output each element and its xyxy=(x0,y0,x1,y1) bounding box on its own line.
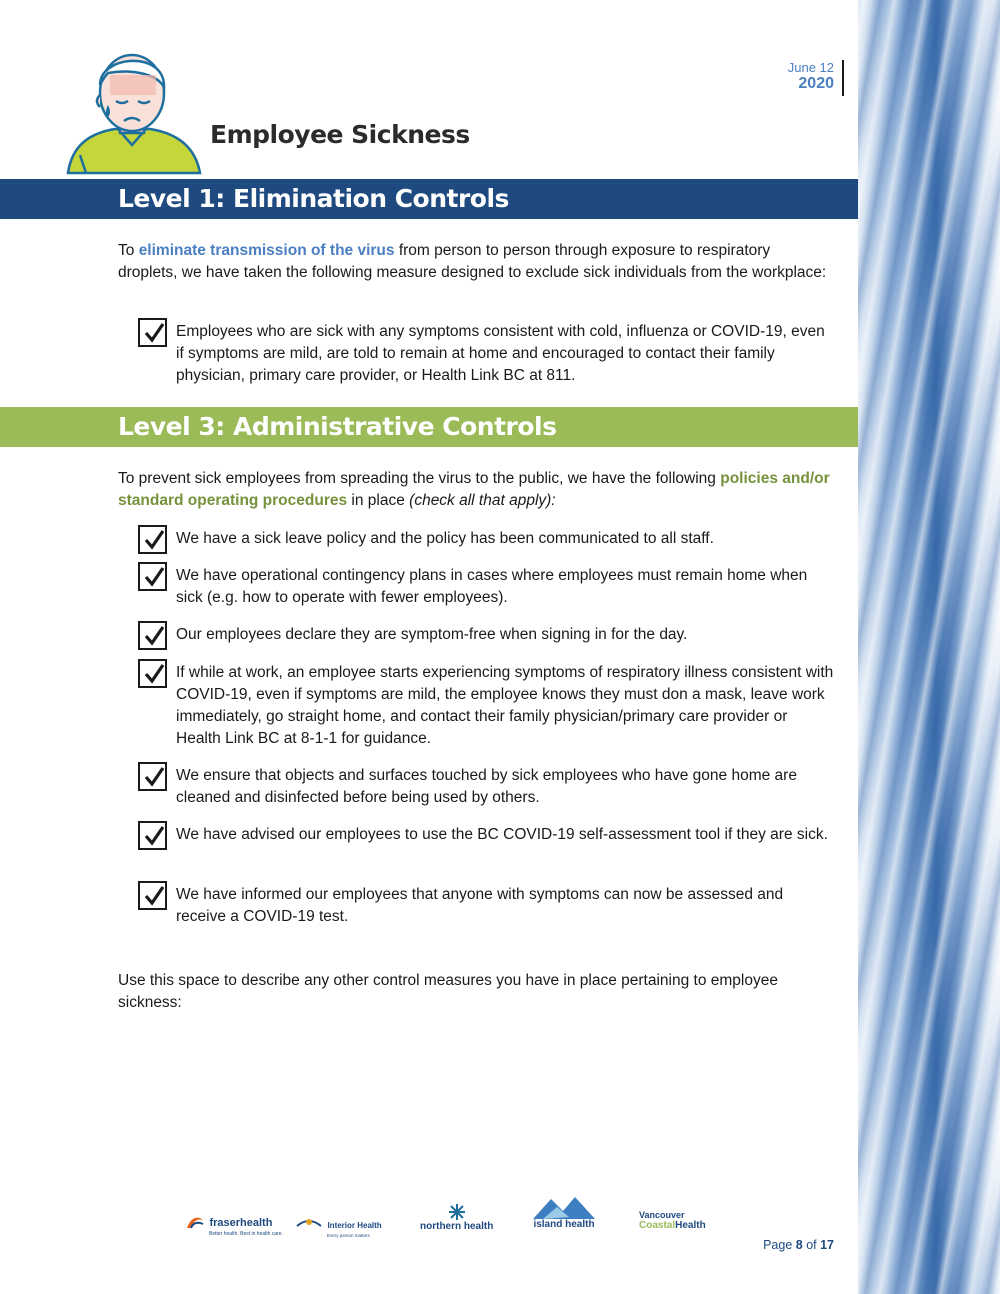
level3-checklist-item xyxy=(138,659,838,751)
level3-heading: Level 3: Administrative Controls xyxy=(0,407,858,447)
other-measures-prompt: Use this space to describe any other control measures you have in place pertaining to employee sickness: xyxy=(118,972,778,1011)
fraser-health-mark xyxy=(185,1214,205,1230)
checkbox-checked[interactable] xyxy=(138,881,167,910)
checkmark-icon xyxy=(142,565,166,589)
level3-checklist-item xyxy=(138,621,838,651)
checkmark-icon xyxy=(142,321,166,345)
checkbox-checked[interactable] xyxy=(138,525,167,554)
date-month: June 12 xyxy=(787,60,834,75)
checkbox-checked[interactable] xyxy=(138,562,167,591)
level1-heading: Level 1: Elimination Controls xyxy=(0,179,858,219)
date-divider xyxy=(842,60,844,96)
interior-health-mark xyxy=(295,1216,323,1232)
checkmark-icon xyxy=(142,824,166,848)
checkbox-checked[interactable] xyxy=(138,659,167,688)
document-date xyxy=(760,60,834,93)
item-text: We have a sick leave policy and the policy has been communicated to all staff. xyxy=(176,530,714,547)
level3-highlight: policies and/or standard operating procedures xyxy=(118,470,830,509)
level1-intro: To eliminate transmission of the virus from person to person through exposure to respiratory droplets, we have taken the following measure designed to exclude sick individuals from the workplace: xyxy=(118,242,827,281)
level3-checklist-item xyxy=(138,881,838,929)
checkmark-icon xyxy=(142,765,166,789)
northern-health-mark xyxy=(448,1203,466,1221)
level1-highlight: eliminate transmission of the virus xyxy=(138,242,395,259)
checkmark-icon xyxy=(142,662,166,686)
item-text: We have advised our employees to use the BC COVID-19 self-assessment tool if they are sick. xyxy=(176,826,828,843)
checkmark-icon xyxy=(142,528,166,552)
item-text: We have operational contingency plans in cases where employees must remain home when sick (e.g. how to operate with fewer employees). xyxy=(176,567,808,606)
item-text: Our employees declare they are symptom-free when signing in for the day. xyxy=(176,626,688,643)
item-text: If while at work, an employee starts experiencing symptoms of respiratory illness consistent with COVID-19, even if symptoms are mild, the employee knows they must don a mask, leave work immediately, go straight home, and contact their family physician/primary care provider or Health Link BC at 8-1-1 for guidance. xyxy=(176,664,834,747)
decorative-side-stripe xyxy=(858,0,1000,1294)
interior-health-logo: Interior Health Every person matters xyxy=(295,1215,382,1238)
level3-checklist-item xyxy=(138,762,838,810)
vancouver-coastal-health-logo: Vancouver CoastalHealth xyxy=(639,1210,706,1231)
item-text: We ensure that objects and surfaces touched by sick employees who have gone home are cleaned and disinfected before being used by others. xyxy=(176,767,797,806)
item-text: We have informed our employees that anyone with symptoms can now be assessed and receive a COVID-19 test. xyxy=(176,886,784,925)
sick-person-illustration xyxy=(60,45,205,175)
level1-checklist-item xyxy=(138,318,838,388)
fraser-health-logo: fraserhealth Better health. Best in health care. xyxy=(185,1213,283,1237)
date-year: 2020 xyxy=(798,75,834,92)
checkmark-icon xyxy=(142,624,166,648)
level3-checklist-item xyxy=(138,525,838,555)
checkbox-checked[interactable] xyxy=(138,318,167,347)
health-authority-logos xyxy=(185,1195,745,1240)
page-number: Page 8 of 17 xyxy=(763,1238,834,1252)
island-health-mark xyxy=(533,1195,595,1219)
level3-intro: To prevent sick employees from spreading the virus to the public, we have the following policies and/or standard operating procedures in place (check all that apply): xyxy=(118,470,830,509)
checkbox-checked[interactable] xyxy=(138,621,167,650)
checkbox-checked[interactable] xyxy=(138,762,167,791)
page-title: Employee Sickness xyxy=(210,120,470,149)
level3-checklist-item xyxy=(138,562,838,610)
checkmark-icon xyxy=(142,884,166,908)
level3-checklist-item xyxy=(138,821,838,869)
northern-health-logo: northern health xyxy=(420,1203,493,1232)
item-text: Employees who are sick with any symptoms consistent with cold, influenza or COVID-19, even if symptoms are mild, are told to remain at home and encouraged to contact their family physician, primary care provider, or Health Link BC at 811. xyxy=(176,323,825,384)
checkbox-checked[interactable] xyxy=(138,821,167,850)
island-health-logo: island health xyxy=(533,1195,595,1230)
